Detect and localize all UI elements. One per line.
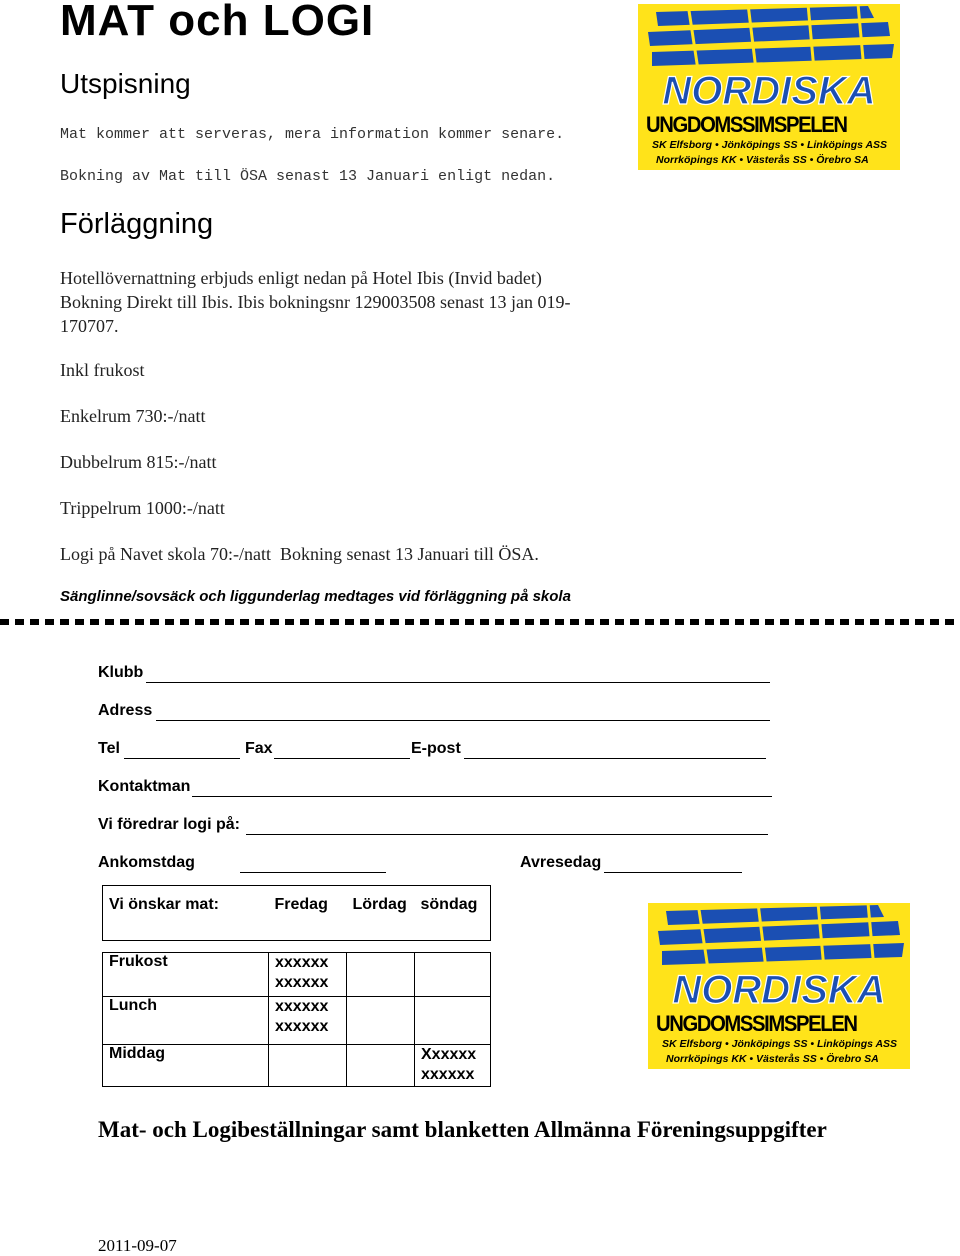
section-heading-forlaggning: Förläggning bbox=[60, 208, 214, 240]
label-klubb: Klubb bbox=[98, 664, 144, 681]
header-cell: Fredag bbox=[274, 896, 328, 913]
field-tel[interactable] bbox=[124, 758, 240, 759]
meal-label: Middag bbox=[103, 1045, 269, 1087]
single-room-price: Enkelrum 730:-/natt bbox=[60, 406, 206, 426]
bedding-note: Sänglinne/sovsäck och liggunderlag medtages vid förläggning på skola bbox=[60, 588, 571, 605]
cell-lunch-fredag[interactable] bbox=[269, 997, 347, 1045]
logo-top-clubs-1: SK Elfsborg • Jönköpings SS • Linköpings ASS bbox=[652, 139, 888, 151]
meal-label: Lunch bbox=[103, 997, 269, 1045]
logo-bottom-brand: NORDISKA bbox=[672, 968, 886, 1012]
logo-top-brand: NORDISKA bbox=[662, 69, 876, 113]
field-avresedag[interactable] bbox=[604, 872, 742, 873]
label-fax: Fax bbox=[245, 740, 273, 757]
label-kontaktman: Kontaktman bbox=[98, 778, 191, 795]
field-adress[interactable] bbox=[156, 720, 770, 721]
header-cell: söndag bbox=[420, 896, 478, 913]
school-lodging-info: Logi på Navet skola 70:-/natt Bokning senast 13 Januari till ÖSA. bbox=[60, 544, 539, 564]
footer-title: Mat- och Logibeställningar samt blanketten Allmänna Föreningsuppgifter bbox=[98, 1117, 827, 1142]
field-logi[interactable] bbox=[246, 834, 768, 835]
table-spacer bbox=[103, 941, 491, 953]
meal-table-header bbox=[103, 886, 491, 941]
page-title: MAT och LOGI bbox=[60, 0, 375, 45]
footer-date: 2011-09-07 bbox=[98, 1236, 177, 1255]
cell-lunch-sondag[interactable] bbox=[415, 997, 491, 1045]
logo-bottom-clubs-2: Norrköpings KK • Västerås SS • Örebro SA bbox=[666, 1053, 879, 1065]
logo-bottom-subtitle: UNGDOMSSIMSPELEN bbox=[656, 1011, 857, 1036]
cell-value: xxxxxx bbox=[275, 974, 329, 991]
cell-frukost-lordag[interactable] bbox=[347, 953, 415, 997]
meal-order-table bbox=[102, 885, 491, 1087]
section-heading-utspisning: Utspisning bbox=[60, 68, 191, 99]
logo-bottom bbox=[648, 903, 910, 1069]
meal-label: Frukost bbox=[103, 953, 269, 997]
breakfast-note: Inkl frukost bbox=[60, 360, 145, 380]
field-klubb[interactable] bbox=[146, 682, 770, 683]
label-epost: E-post bbox=[411, 740, 461, 757]
field-fax[interactable] bbox=[274, 758, 410, 759]
forlaggning-line-1: Hotellövernattning erbjuds enligt nedan på Hotel Ibis (Invid badet) bbox=[60, 268, 542, 288]
field-ankomstdag[interactable] bbox=[240, 872, 386, 873]
meal-row-middag bbox=[103, 1045, 491, 1087]
logo-top bbox=[638, 4, 900, 170]
label-logi: Vi föredrar logi på: bbox=[98, 816, 240, 833]
double-room-price: Dubbelrum 815:-/natt bbox=[60, 452, 217, 472]
cell-lunch-lordag[interactable] bbox=[347, 997, 415, 1045]
cell-middag-sondag[interactable] bbox=[415, 1045, 491, 1087]
label-ankomstdag: Ankomstdag bbox=[98, 854, 195, 871]
cell-frukost-fredag[interactable] bbox=[269, 953, 347, 997]
meal-row-frukost bbox=[103, 953, 491, 997]
cell-frukost-sondag[interactable] bbox=[415, 953, 491, 997]
cell-middag-fredag[interactable] bbox=[269, 1045, 347, 1087]
header-cell: Lördag bbox=[352, 896, 407, 913]
forlaggning-line-2: Bokning Direkt till Ibis. Ibis bokningsnr 129003508 senast 13 jan 019- bbox=[60, 292, 571, 312]
triple-room-price: Trippelrum 1000:-/natt bbox=[60, 498, 225, 518]
field-epost[interactable] bbox=[464, 758, 766, 759]
meal-row-lunch bbox=[103, 997, 491, 1045]
logo-bottom-clubs-1: SK Elfsborg • Jönköpings SS • Linköpings ASS bbox=[662, 1038, 898, 1050]
cell-value: xxxxxx bbox=[275, 954, 329, 971]
cell-value: Xxxxxx bbox=[421, 1046, 477, 1063]
logo-top-subtitle: UNGDOMSSIMSPELEN bbox=[646, 112, 847, 137]
dashed-divider bbox=[0, 619, 960, 625]
label-adress: Adress bbox=[98, 702, 153, 719]
cell-value: xxxxxx bbox=[421, 1066, 475, 1083]
cell-value: xxxxxx bbox=[275, 998, 329, 1015]
utspisning-line-1: Mat kommer att serveras, mera information kommer senare. bbox=[60, 126, 565, 143]
label-avresedag: Avresedag bbox=[520, 854, 602, 871]
cell-value: xxxxxx bbox=[275, 1018, 329, 1035]
utspisning-line-2: Bokning av Mat till ÖSA senast 13 Januari enligt nedan. bbox=[60, 168, 556, 185]
header-cell: Vi önskar mat: bbox=[109, 896, 219, 913]
logo-top-clubs-2: Norrköpings KK • Västerås SS • Örebro SA bbox=[656, 154, 869, 166]
label-tel: Tel bbox=[98, 740, 120, 757]
cell-middag-lordag[interactable] bbox=[347, 1045, 415, 1087]
field-kontaktman[interactable] bbox=[192, 796, 772, 797]
forlaggning-line-3: 170707. bbox=[60, 316, 119, 336]
